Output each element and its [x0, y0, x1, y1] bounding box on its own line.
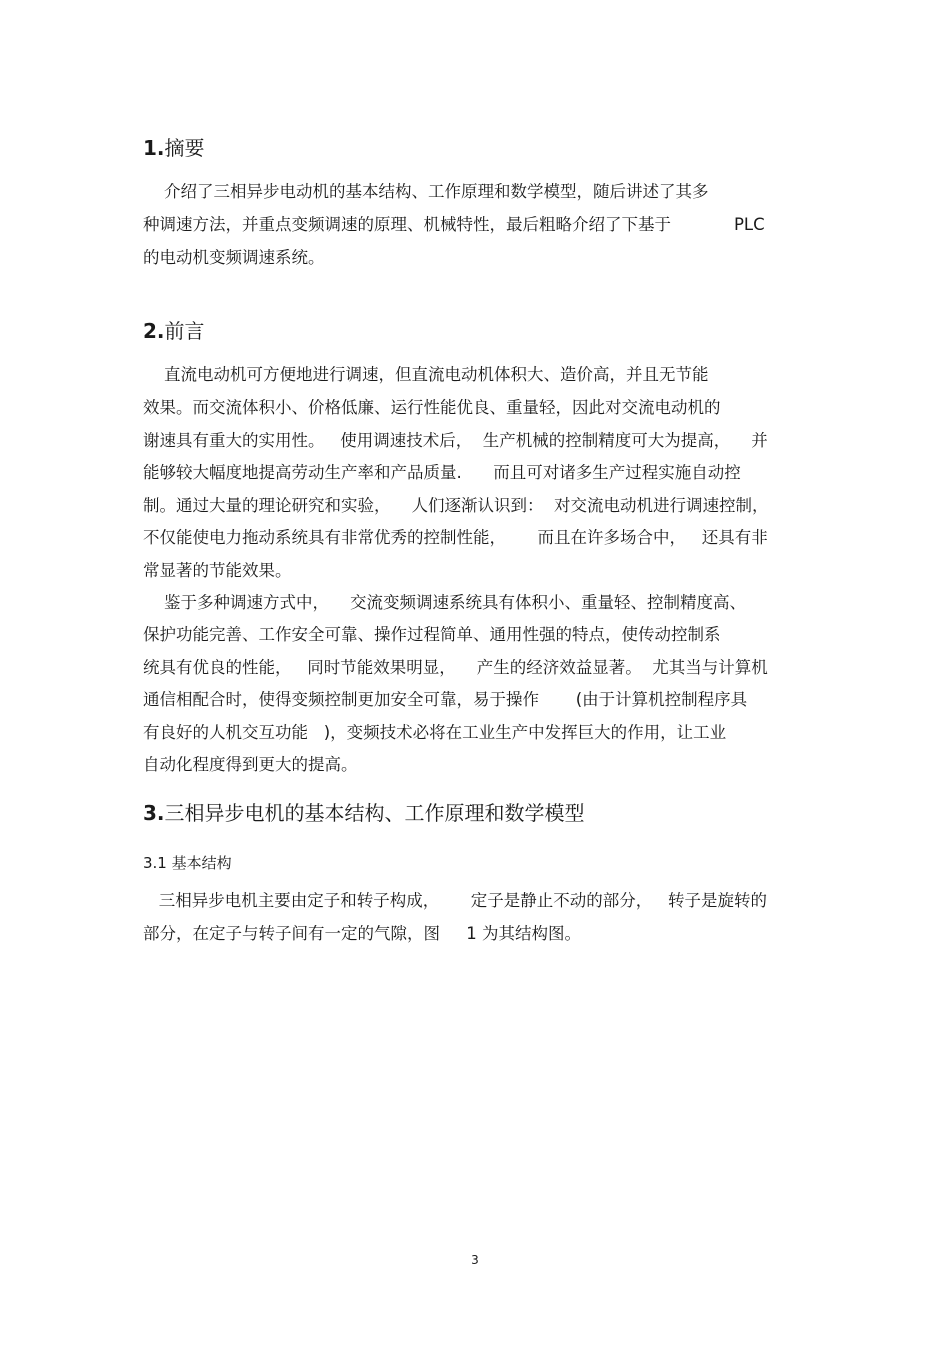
section-2-line: 统具有优良的性能， 同时节能效果明显， 产生的经济效益显著。 尤其当与计算机 [143, 658, 768, 677]
subsection-3-1-number: 3.1 [143, 854, 167, 872]
section-2-line: 保护功能完善、工作安全可靠、操作过程简单、通用性强的特点，使传动控制系 [143, 625, 721, 644]
section-2-number: 2. [143, 319, 165, 343]
section-1-line: 的电动机变频调速系统。 [143, 248, 325, 267]
section-2-line: 能够较大幅度地提高劳动生产率和产品质量. 而且可对诸多生产过程实施自动控 [143, 463, 741, 482]
section-1-title: 摘要 [164, 136, 205, 160]
section-3-heading [143, 800, 585, 826]
section-1-heading [143, 135, 205, 161]
subsection-3-1-title: 基本结构 [171, 854, 232, 872]
section-1-number: 1. [143, 136, 165, 160]
section-2-line: 通信相配合时，使得变频控制更加安全可靠，易于操作 (由于计算机控制程序具 [143, 690, 748, 709]
section-2-line: 常显著的节能效果。 [143, 561, 292, 580]
section-1-line: 种调速方法，并重点变频调速的原理、机械特性，最后粗略介绍了下基于 PLC [143, 215, 765, 234]
section-2-line: 制。通过大量的理论研究和实验， 人们逐渐认识到： 对交流电动机进行调速控制， [143, 496, 769, 515]
section-2-line: 鉴于多种调速方式中， 交流变频调速系统具有体积小、重量轻、控制精度高、 [143, 593, 746, 612]
section-3-number: 3. [143, 801, 165, 825]
subsection-3-1-heading [143, 852, 232, 874]
section-2-line: 谢速具有重大的实用性。 使用调速技术后， 生产机械的控制精度可大为提高， 并 [143, 431, 768, 450]
section-2-title: 前言 [164, 319, 205, 343]
section-2-line: 效果。而交流体积小、价格低廉、运行性能优良、重量轻，因此对交流电动机的 [143, 398, 721, 417]
section-1-line: 介绍了三相异步电动机的基本结构、工作原理和数学模型，随后讲述了其多 [143, 182, 709, 201]
section-3-line: 三相异步电机主要由定子和转子构成， 定子是静止不动的部分， 转子是旋转的 [143, 891, 767, 910]
section-3-title: 三相异步电机的基本结构、工作原理和数学模型 [164, 801, 585, 825]
section-2-line: 有良好的人机交互功能 )，变频技术必将在工业生产中发挥巨大的作用，让工业 [143, 723, 727, 742]
section-2-line: 直流电动机可方便地进行调速，但直流电动机体积大、造价高，并且无节能 [143, 365, 709, 384]
section-2-line: 不仅能使电力拖动系统具有非常优秀的控制性能， 而且在许多场合中， 还具有非 [143, 528, 768, 547]
section-2-heading [143, 318, 205, 344]
section-3-line: 部分，在定子与转子间有一定的气隙，图 1 为其结构图。 [143, 924, 581, 943]
page-number: 3 [471, 1253, 479, 1267]
section-2-line: 自动化程度得到更大的提高。 [143, 755, 358, 774]
